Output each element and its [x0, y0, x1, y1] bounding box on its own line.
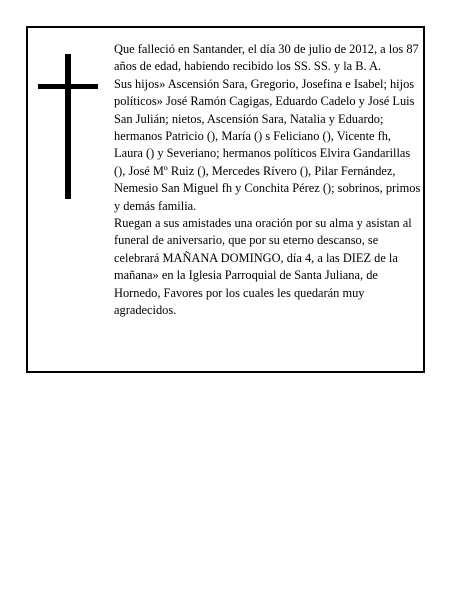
latin-cross-icon	[38, 54, 98, 199]
obituary-text	[114, 41, 421, 320]
obituary-paragraph-funeral: Ruegan a sus amistades una oración por su alma y asistan al funeral de aniversario, que por su eterno descanso, se celebrará MAÑANA DOMINGO, día 4, a las DIEZ de la mañana» en la Iglesia Parroquial de Santa Juliana, de Hornedo, Favores por los cuales les quedarán muy agradecidos.	[114, 216, 412, 318]
obituary-paragraph-death: Que falleció en Santander, el día 30 de julio de 2012, a los 87 años de edad, habiendo recibido los SS. SS. y la B. A.	[114, 42, 419, 74]
obituary-paragraph-family: Sus hijos» Ascensión Sara, Gregorio, Josefina e Isabel; hijos políticos» José Ramón Cagigas, Eduardo Cadelo y José Luis San Julián; nietos, Ascensión Sara, Natalia y Eduardo; hermanos Patricio (), María () s Feliciano (), Vicente fh, Laura () y Severiano; hermanos políticos Elvira Gandarillas (), José Mº Ruiz (), Mercedes Rívero (), Pilar Fernández, Nemesio San Miguel fh y Conchita Pérez (); sobrinos, primos y demás familia.	[114, 76, 421, 213]
cross-vertical-bar	[65, 54, 71, 199]
cross-horizontal-bar	[38, 84, 98, 89]
obituary-notice	[26, 26, 425, 373]
